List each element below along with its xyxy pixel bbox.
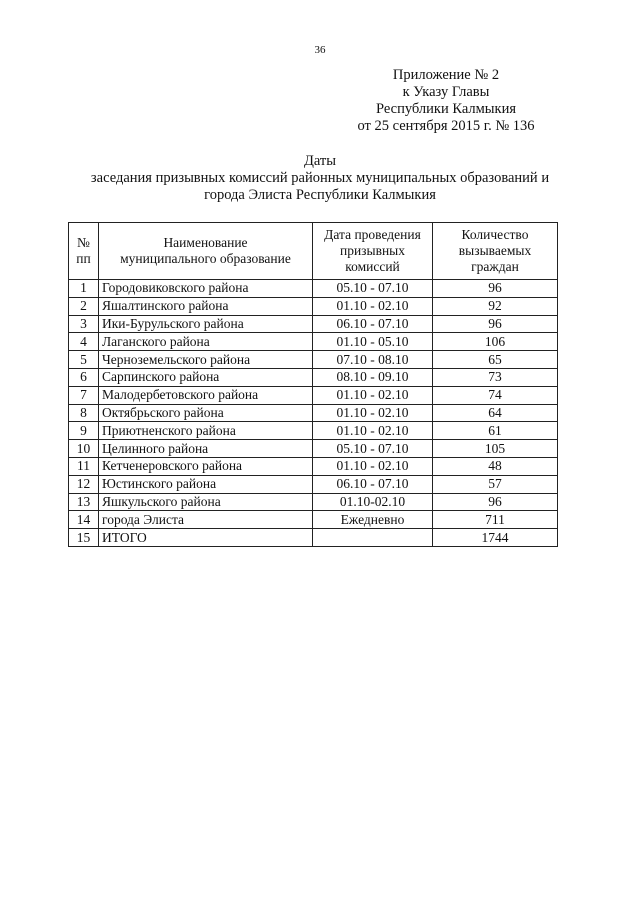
title-line: Даты — [303, 153, 337, 169]
cell-name: Городовиковского района — [99, 280, 313, 298]
header-count — [433, 223, 558, 280]
cell-name: города Элиста — [99, 511, 313, 529]
cell-date: 07.10 - 08.10 — [313, 351, 433, 369]
appendix-line: Приложение № 2 — [392, 67, 500, 83]
title-line: заседания призывных комиссий районных муниципальных образований и — [90, 170, 550, 186]
cell-date: 01.10 - 02.10 — [313, 297, 433, 315]
cell-name: Яшкульского района — [99, 493, 313, 511]
cell-date — [313, 529, 433, 547]
header-line: комиссий — [345, 259, 400, 274]
table-row — [69, 493, 558, 511]
cell-date: 01.10 - 02.10 — [313, 386, 433, 404]
header-date — [313, 223, 433, 280]
appendix-line: к Указу Главы — [402, 84, 490, 100]
cell-number: 6 — [69, 368, 99, 386]
cell-name: Лаганского района — [99, 333, 313, 351]
page-number: 36 — [314, 44, 326, 56]
header-line: муниципального образование — [120, 251, 291, 266]
table-row — [69, 404, 558, 422]
cell-number: 2 — [69, 297, 99, 315]
table-row — [69, 440, 558, 458]
table-row — [69, 457, 558, 475]
cell-date: 01.10-02.10 — [313, 493, 433, 511]
cell-count: 73 — [433, 368, 558, 386]
cell-count: 64 — [433, 404, 558, 422]
header-line: граждан — [471, 259, 519, 274]
header-number — [69, 223, 99, 280]
table-row — [69, 333, 558, 351]
cell-date: 01.10 - 02.10 — [313, 422, 433, 440]
table-row — [69, 280, 558, 298]
cell-name: Яшалтинского района — [99, 297, 313, 315]
document-title — [40, 153, 600, 204]
cell-name: Сарпинского района — [99, 368, 313, 386]
cell-name: Малодербетовского района — [99, 386, 313, 404]
header-line: вызываемых — [458, 243, 532, 258]
cell-count: 96 — [433, 493, 558, 511]
cell-name: Приютненского района — [99, 422, 313, 440]
cell-date: 01.10 - 02.10 — [313, 404, 433, 422]
cell-name: Ики-Бурульского района — [99, 315, 313, 333]
cell-count: 74 — [433, 386, 558, 404]
header-line: Количество — [461, 227, 529, 242]
cell-number: 14 — [69, 511, 99, 529]
cell-count: 105 — [433, 440, 558, 458]
cell-count: 1744 — [433, 529, 558, 547]
cell-number: 15 — [69, 529, 99, 547]
appendix-block — [318, 67, 574, 135]
cell-count: 96 — [433, 280, 558, 298]
cell-count: 96 — [433, 315, 558, 333]
cell-date: 06.10 - 07.10 — [313, 315, 433, 333]
header-line: Наименование — [163, 235, 248, 250]
cell-name: Целинного района — [99, 440, 313, 458]
cell-date: 06.10 - 07.10 — [313, 475, 433, 493]
header-line: Дата проведения — [324, 227, 421, 242]
cell-number: 1 — [69, 280, 99, 298]
table-row — [69, 386, 558, 404]
cell-date: 01.10 - 05.10 — [313, 333, 433, 351]
title-line: города Элиста Республики Калмыкия — [204, 187, 436, 203]
table-body — [69, 280, 558, 547]
cell-name: Кетченеровского района — [99, 457, 313, 475]
cell-number: 9 — [69, 422, 99, 440]
cell-number: 13 — [69, 493, 99, 511]
header-line: № — [77, 235, 90, 250]
table-row — [69, 297, 558, 315]
cell-date: Ежедневно — [313, 511, 433, 529]
cell-date: 01.10 - 02.10 — [313, 457, 433, 475]
cell-count: 61 — [433, 422, 558, 440]
cell-name: ИТОГО — [99, 529, 313, 547]
header-line: призывных — [339, 243, 406, 258]
cell-count: 106 — [433, 333, 558, 351]
cell-number: 12 — [69, 475, 99, 493]
cell-name: Октябрьского района — [99, 404, 313, 422]
cell-number: 5 — [69, 351, 99, 369]
cell-date: 05.10 - 07.10 — [313, 280, 433, 298]
cell-count: 65 — [433, 351, 558, 369]
cell-count: 711 — [433, 511, 558, 529]
cell-name: Черноземельского района — [99, 351, 313, 369]
appendix-line: от 25 сентября 2015 г. № 136 — [357, 118, 535, 134]
commission-dates-table — [68, 222, 558, 547]
table-row — [69, 529, 558, 547]
table-row — [69, 315, 558, 333]
cell-date: 05.10 - 07.10 — [313, 440, 433, 458]
header-line: пп — [76, 251, 91, 266]
cell-number: 11 — [69, 457, 99, 475]
cell-count: 48 — [433, 457, 558, 475]
cell-count: 92 — [433, 297, 558, 315]
table-row — [69, 368, 558, 386]
cell-number: 8 — [69, 404, 99, 422]
table-row — [69, 475, 558, 493]
table-row — [69, 422, 558, 440]
cell-name: Юстинского района — [99, 475, 313, 493]
cell-number: 10 — [69, 440, 99, 458]
header-name — [99, 223, 313, 280]
cell-number: 3 — [69, 315, 99, 333]
cell-count: 57 — [433, 475, 558, 493]
appendix-line: Республики Калмыкия — [375, 101, 517, 117]
cell-number: 4 — [69, 333, 99, 351]
table-row — [69, 351, 558, 369]
cell-date: 08.10 - 09.10 — [313, 368, 433, 386]
table-row — [69, 511, 558, 529]
cell-number: 7 — [69, 386, 99, 404]
table-header-row — [69, 223, 558, 280]
